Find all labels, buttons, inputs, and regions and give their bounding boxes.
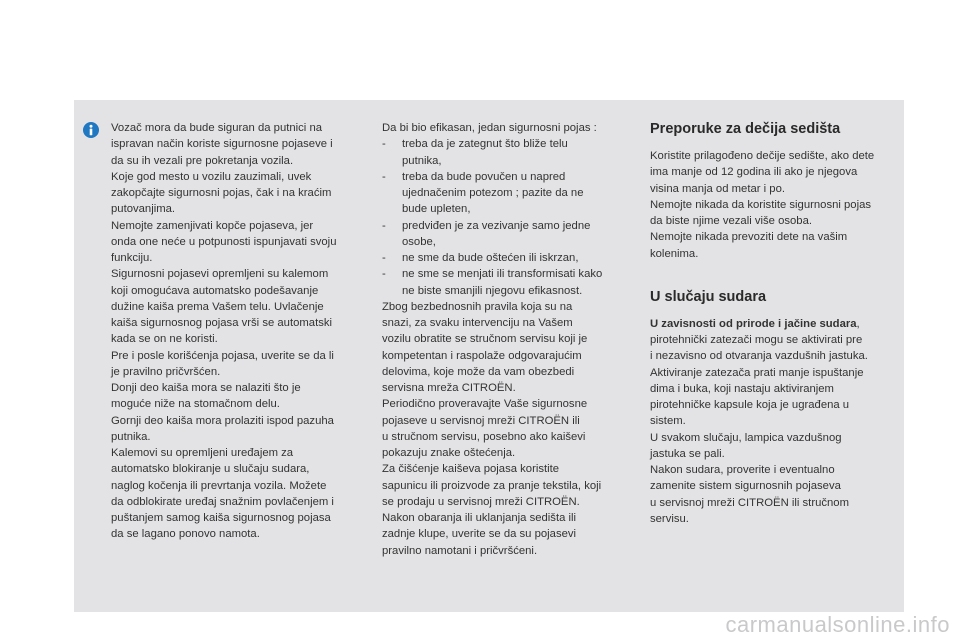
watermark: carmanualsonline.info	[725, 612, 950, 637]
text-line: Periodično proveravajte Vaše sigurnosne	[382, 398, 588, 411]
bullet-text: ne sme se menjati ili transformisati kako	[402, 268, 603, 281]
text-line: kompetentan i raspolaže odgovarajućim	[382, 349, 582, 362]
bullet-item	[382, 218, 634, 251]
text-line: i nezavisno od otvaranja vazdušnih jastuka.	[650, 350, 868, 363]
bullet-text: putnika,	[402, 154, 442, 167]
bullet-text: treba da je zategnut što bliže telu	[402, 138, 568, 151]
bullet-text: ne sme da bude oštećen ili iskrzan,	[402, 252, 579, 264]
text-line: putovanjima.	[111, 203, 176, 216]
text-line: Donji deo kaiša mora se nalaziti što je	[111, 382, 301, 394]
text-line: funkciju.	[111, 252, 153, 264]
bullet-text: predviđen je za vezivanje samo jedne	[402, 219, 591, 232]
text-line: Aktiviranje zatezača prati manje ispuštanje	[650, 366, 864, 379]
text-line: Sigurnosni pojasevi opremljeni su kalemom	[111, 268, 329, 281]
text-line: puštanjem samog kaiša sigurnosnog pojasa	[111, 512, 331, 524]
text-line: da odblokirate uređaj snažnim povlačenjem i	[111, 495, 334, 508]
text-line: Nemojte nikada da koristite sigurnosni pojas	[650, 198, 872, 211]
text-line: vozilu obratite se stručnom servisu koji je	[382, 333, 588, 346]
text-line: automatsko blokiranje u slučaju sudara,	[111, 463, 310, 476]
text-line: Vozač mora da bude siguran da putnici na	[111, 122, 323, 134]
text-line: kolenima.	[650, 247, 699, 260]
dash-bullet: -	[382, 170, 386, 183]
bold-lead: U zavisnosti od prirode i jačine sudara	[650, 317, 857, 330]
bold-lead-line	[650, 316, 902, 332]
text-line: Koristite prilagođeno dečije sedište, ako dete	[650, 150, 875, 162]
text-line: pirotehničke kapsule koja je ugrađena u	[650, 399, 850, 411]
bullet-text: ujednačenim potezom ; pazite da ne	[402, 187, 584, 199]
text-line: Nemojte nikada prevoziti dete na vašim	[650, 231, 848, 244]
text-line: snazi, za svaku intervenciju na Vašem	[382, 317, 573, 329]
text-line: U svakom slučaju, lampica vazdušnog	[650, 431, 842, 444]
bullet-text: bude upleten,	[402, 203, 471, 216]
text-line: servisu.	[650, 512, 689, 525]
text-line: Nemojte zamenjivati kopče pojaseva, jer	[111, 219, 314, 232]
text-line: visina manja od metar i po.	[650, 182, 786, 195]
recommendations-column	[650, 120, 902, 527]
belt-requirements-column	[382, 120, 634, 559]
safety-notes-column	[111, 120, 361, 543]
text-line: Za čišćenje kaiševa pojasa koristite	[382, 463, 560, 476]
section-heading-collision: U slučaju sudara	[650, 288, 767, 305]
text-line: pokazuju znake oštećenja.	[382, 447, 516, 459]
text-line: dima i buka, koji nastaju aktiviranjem	[650, 382, 834, 395]
bold-lead-punct: ,	[856, 317, 860, 330]
dash-bullet: -	[382, 268, 386, 281]
text-line: zadnje klupe, uverite se da su pojasevi	[382, 528, 577, 541]
text-line: moguće niže na stomačnom delu.	[111, 398, 280, 411]
bullet-item	[382, 169, 634, 218]
text-line: u stručnom servisu, posebno ako kaiševi	[382, 430, 586, 443]
intro-line: Da bi bio efikasan, jedan sigurnosni pojas :	[382, 122, 597, 134]
text-line: Kalemovi su opremljeni uređajem za	[111, 447, 294, 459]
text-line: ima manje od 12 godina ili ako je njegova	[650, 166, 858, 179]
text-line: da biste njime vezali više osoba.	[650, 215, 813, 227]
text-line: pojaseve u servisnoj mreži CITROËN ili	[382, 414, 580, 427]
text-line: naglog kočenja ili prevrtanja vozila. Možete	[111, 479, 327, 492]
bullet-text: treba da bude povučen u napred	[402, 170, 566, 183]
text-line: servisna mreža CITROËN.	[382, 382, 516, 394]
text-line: ispravan način koriste sigurnosne pojaseve i	[111, 138, 333, 151]
info-icon	[83, 122, 99, 138]
text-line: zamenite sistem sigurnosnih pojaseva	[650, 480, 841, 493]
text-line: koji omogućava automatsko podešavanje	[111, 284, 319, 297]
text-line: dužine kaiša prema Vašem telu. Uvlačenje	[111, 300, 324, 313]
text-line: onda one neće u potpunosti ispunjavati svoju	[111, 235, 337, 248]
dash-bullet: -	[382, 219, 386, 232]
text-line: pirotehnički zatezači mogu se aktivirati pre	[650, 334, 863, 346]
text-line: da se lagano ponovo namota.	[111, 528, 260, 541]
bullet-item	[382, 136, 634, 169]
text-line: da su ih vezali pre pokretanja vozila.	[111, 154, 294, 167]
text-line: Pre i posle korišćenja pojasa, uverite se da li	[111, 349, 334, 362]
text-line: Gornji deo kaiša mora prolaziti ispod pazuha	[111, 414, 334, 427]
text-line: se prodaju u servisnoj mreži CITROËN.	[382, 495, 580, 508]
bullet-text: osobe,	[402, 235, 436, 248]
text-line: jastuka se pali.	[650, 447, 725, 460]
bullet-text: ne biste smanjili njegovu efikasnost.	[402, 284, 583, 297]
text-line: Nakon sudara, proverite i eventualno	[650, 464, 835, 476]
text-line: u servisnoj mreži CITROËN ili stručnom	[650, 496, 849, 509]
bullet-item	[382, 266, 634, 299]
section-heading-child-seats: Preporuke za dečija sedišta	[650, 121, 841, 137]
text-line: sapunicu ili proizvode za pranje tekstila, koji	[382, 479, 602, 492]
text-line: delovima, koje može da vam obezbedi	[382, 365, 575, 378]
text-line: pravilno namotani i pričvršćeni.	[382, 544, 538, 557]
text-line: Zbog bezbednosnih pravila koja su na	[382, 300, 573, 313]
text-line: zakopčajte sigurnosni pojas, čak i na kraćim	[111, 187, 332, 199]
bullet-item	[382, 250, 634, 266]
text-line: Koje god mesto u vozilu zauzimali, uvek	[111, 170, 312, 183]
text-line: sistem.	[650, 415, 686, 428]
text-line: je pravilno pričvršćen.	[111, 365, 221, 378]
text-line: Nakon obaranja ili uklanjanja sedišta ili	[382, 512, 577, 524]
text-line: kada se on ne koristi.	[111, 333, 218, 346]
dash-bullet: -	[382, 252, 386, 264]
text-line: putnika.	[111, 430, 151, 443]
text-line: kaiša sigurnosnog pojasa vrši se automatski	[111, 317, 333, 329]
dash-bullet: -	[382, 138, 386, 151]
